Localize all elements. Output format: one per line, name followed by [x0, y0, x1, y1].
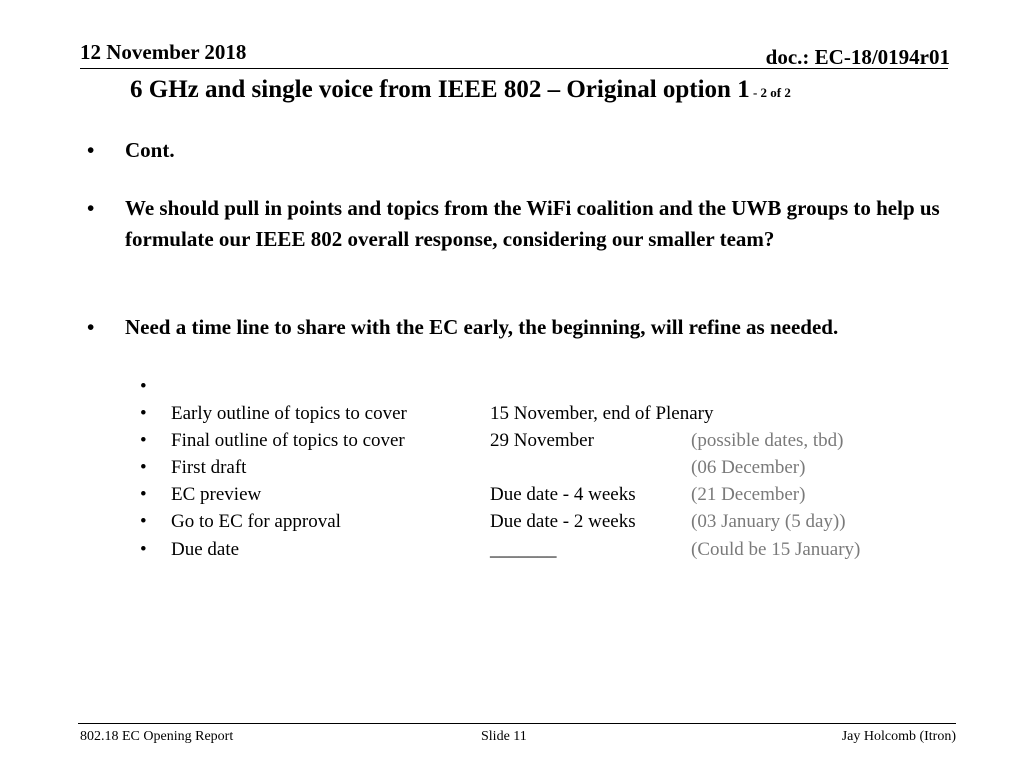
sub-bullet-icon: • [140, 403, 147, 424]
document-id: doc.: EC-18/0194r01 [765, 45, 950, 69]
bullet-icon: • [87, 315, 95, 339]
timeline-row [140, 536, 960, 563]
footer-report-name: 802.18 EC Opening Report [80, 729, 234, 744]
header-date: 12 November 2018 [80, 40, 247, 64]
timeline-row [140, 400, 960, 427]
timeline-task: EC preview [171, 484, 262, 505]
timeline-note: (Could be 15 January) [691, 539, 861, 560]
timeline-date: _______ [490, 539, 557, 560]
timeline-date: Due date - 2 weeks [490, 511, 636, 532]
bullet-text: We should pull in points and topics from the WiFi coalition and the UWB groups to help us formulate our IEEE 802 overall response, considering our smaller team? [125, 196, 940, 251]
timeline-note: (06 December) [691, 457, 806, 478]
bullet-text: Cont. [125, 138, 175, 162]
slide-title-suffix: - 2 of 2 [749, 85, 791, 100]
sub-bullet-icon: • [140, 376, 147, 397]
timeline-note: (21 December) [691, 484, 806, 505]
timeline-task: First draft [171, 457, 247, 478]
sub-bullet-icon: • [140, 457, 147, 478]
header-divider [80, 68, 948, 69]
timeline-date: Due date - 4 weeks [490, 484, 636, 505]
slide-title [130, 76, 791, 104]
sub-bullet-icon: • [140, 484, 147, 505]
timeline-task: Final outline of topics to cover [171, 430, 405, 451]
timeline-row [140, 427, 960, 454]
bullet-icon: • [87, 138, 95, 162]
timeline-date: 29 November [490, 430, 594, 451]
timeline-row [140, 373, 960, 400]
footer-author: Jay Holcomb (Itron) [841, 729, 956, 744]
slide-number: Slide 11 [481, 729, 527, 744]
timeline-row [140, 454, 960, 481]
timeline-row [140, 481, 960, 508]
bullet-icon: • [87, 196, 95, 220]
slide-title-main: 6 GHz and single voice from IEEE 802 – Original option 1 [130, 76, 750, 103]
bullet-text: Need a time line to share with the EC early, the beginning, will refine as needed. [125, 315, 839, 339]
timeline-date: 15 November, end of Plenary [490, 403, 714, 424]
timeline-row [140, 508, 960, 535]
sub-bullet-icon: • [140, 430, 147, 451]
timeline-note: (03 January (5 day)) [691, 511, 846, 532]
sub-bullet-icon: • [140, 539, 147, 560]
sub-bullet-icon: • [140, 511, 147, 532]
footer-divider [78, 723, 956, 724]
timeline-task: Go to EC for approval [171, 511, 341, 532]
timeline-note: (possible dates, tbd) [691, 430, 844, 451]
timeline-task: Early outline of topics to cover [171, 403, 407, 424]
timeline-task: Due date [171, 539, 240, 560]
